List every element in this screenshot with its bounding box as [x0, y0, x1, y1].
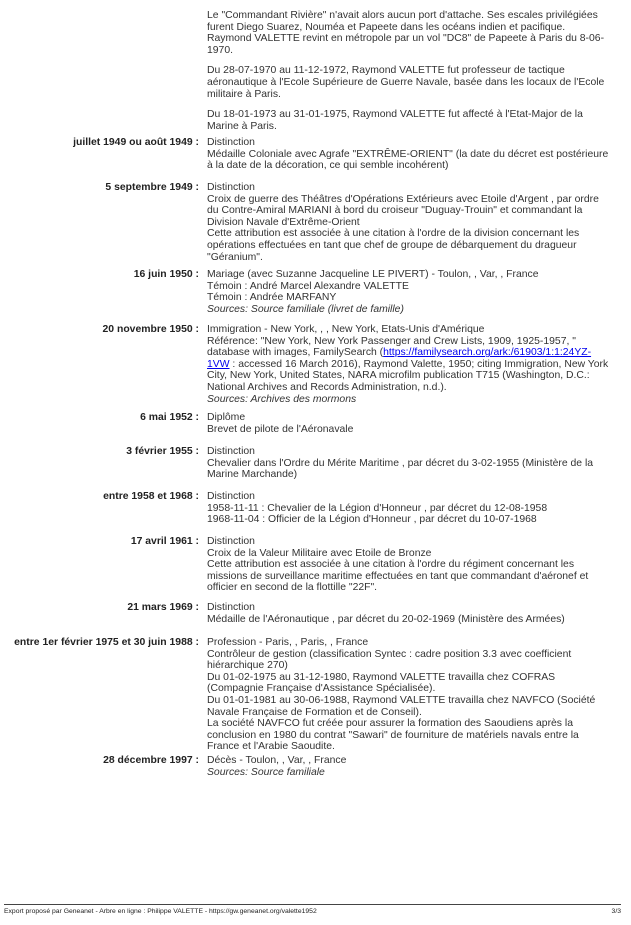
event-body	[207, 137, 612, 172]
event-text: Brevet de pilote de l'Aéronavale	[207, 423, 354, 435]
event-text: Médaille Coloniale avec Agrafe "EXTRÊME-ORIENT" (la date du décret est postérieure à la date de la décoration, ce qui semble incohérent)	[207, 148, 609, 172]
event-text: 1958-11-11 : Chevalier de la Légion d'Honneur , par décret du 12-08-1958 1968-11-04 : Officier de la Légion d'Honneur , par décret du 10-07-1968	[207, 502, 548, 526]
event-title: Mariage (avec Suzanne Jacqueline LE PIVERT) - Toulon, , Var, , France	[207, 269, 539, 280]
event-body	[207, 446, 612, 481]
event-title: Profession - Paris, , Paris, , France	[207, 637, 369, 648]
event-title: Distinction	[207, 491, 255, 502]
event-text: Chevalier dans l'Ordre du Mérite Maritime , par décret du 3-02-1955 (Ministère de la Marine Marchande)	[207, 457, 594, 481]
event-source: Sources: Archives des mormons	[207, 393, 357, 405]
intro-paragraph: Du 28-07-1970 au 11-12-1972, Raymond VALETTE fut professeur de tactique aéronautique à l'Ecole Supérieure de Guerre Navale, basée dans les locaux de l'Ecole militaire à Paris.	[207, 65, 605, 100]
intro-paragraph: Le "Commandant Rivière" n'avait alors aucun port d'attache. Ses escales privilégiées furent Diego Suarez, Nouméa et Papeete dans les océans indien et pacifique. Raymond VALETTE revint en métropole par un vol "DC8" de Papeete à Paris du 8-06-1970.	[207, 10, 605, 56]
event-date: 3 février 1955 :	[126, 446, 199, 457]
event-title: Distinction	[207, 446, 255, 457]
intro-paragraph: Du 18-01-1973 au 31-01-1975, Raymond VALETTE fut affecté à l'Etat-Major de la Marine à Paris.	[207, 109, 583, 132]
event-body	[207, 491, 612, 526]
event-text: Croix de guerre des Théâtres d'Opérations Extérieurs avec Etoile d'Argent , par ordre du Contre-Amiral MARIANI à bord du croiseur "Duguay-Trouin" et commandant la Division Navale d'Extrême-Orient Cette attribution est associée à une citation à l'ordre de la division concernant les opérations effectuées en tant que chef de groupe de débarquement du dragueur "Géranium".	[207, 193, 599, 263]
event-source: Sources: Source familiale	[207, 766, 325, 778]
intro-section	[207, 10, 612, 141]
page-footer	[4, 904, 621, 916]
reference-text: Référence: "New York, New York Passenger and Crew Lists, 1909, 1925-1957, " database with images, FamilySearch (	[207, 335, 576, 359]
event-date: 28 décembre 1997 :	[103, 755, 199, 766]
event-body	[207, 602, 612, 625]
event-date: 21 mars 1969 :	[127, 602, 199, 613]
event-reference	[207, 336, 612, 394]
event-date: juillet 1949 ou août 1949 :	[73, 137, 199, 148]
event-date: entre 1er février 1975 et 30 juin 1988 :	[14, 637, 199, 648]
footer-export-text: Export proposé par Geneanet - Arbre en ligne : Philippe VALETTE - https://gw.geneanet.org/valette1952	[4, 908, 317, 915]
event-text: Contrôleur de gestion (classification Syntec : cadre position 3.3 avec coefficient hiérarchique 270) Du 01-02-1975 au 31-12-1980, Raymond VALETTE travailla chez COFRAS (Compagnie Française d'Assistance Spécialisée). Du 01-01-1981 au 30-06-1988, Raymond VALETTE travailla chez NAVFCO (Société Navale Française de Formation et de Conseil). La société NAVFCO fut créée pour assurer la formation des Saoudiens après la conclusion en 1980 du contrat "Sawari" de fourniture de matériels navals entre la France et l'Arabie Saoudite.	[207, 648, 596, 753]
event-body	[207, 536, 612, 594]
event-title: Distinction	[207, 536, 255, 547]
event-body	[207, 637, 612, 753]
event-text: Témoin : André Marcel Alexandre VALETTE Témoin : Andrée MARFANY	[207, 280, 409, 304]
event-body	[207, 412, 612, 435]
event-date: 5 septembre 1949 :	[105, 182, 199, 193]
event-title: Décès - Toulon, , Var, , France	[207, 755, 347, 766]
event-date: 20 novembre 1950 :	[102, 324, 199, 335]
page-number: 3/3	[611, 908, 621, 915]
event-date: 6 mai 1952 :	[140, 412, 199, 423]
event-body	[207, 324, 612, 405]
event-title: Immigration - New York, , , New York, Etats-Unis d'Amérique	[207, 324, 485, 335]
event-body	[207, 269, 612, 315]
event-text: Médaille de l'Aéronautique , par décret du 20-02-1969 (Ministère des Armées)	[207, 613, 565, 625]
familysearch-link[interactable]: https://familysearch.org/ark:/61903/1:1:24YZ-1VW	[207, 347, 592, 370]
reference-text: : accessed 16 March 2016), Raymond Valette, 1950; citing Immigration, New York City, New York, United States, NARA microfilm publication T715 (Washington, D.C.: National Archives and Records Administration, n.d.).	[207, 358, 609, 393]
event-date: entre 1958 et 1968 :	[103, 491, 199, 502]
event-title: Distinction	[207, 602, 255, 613]
event-source: Sources: Source familiale (livret de famille)	[207, 303, 404, 315]
event-date: 16 juin 1950 :	[133, 269, 199, 280]
event-title: Distinction	[207, 137, 255, 148]
event-title: Diplôme	[207, 412, 246, 423]
event-text: Croix de la Valeur Militaire avec Etoile de Bronze Cette attribution est associée à une citation à l'ordre du régiment concernant les missions de surveillance maritime effectuées en tant que commandant d'aéronef et officier en second de la flottille "22F".	[207, 547, 589, 594]
event-body	[207, 182, 612, 263]
event-date: 17 avril 1961 :	[130, 536, 199, 547]
event-body	[207, 755, 612, 778]
event-title: Distinction	[207, 182, 255, 193]
